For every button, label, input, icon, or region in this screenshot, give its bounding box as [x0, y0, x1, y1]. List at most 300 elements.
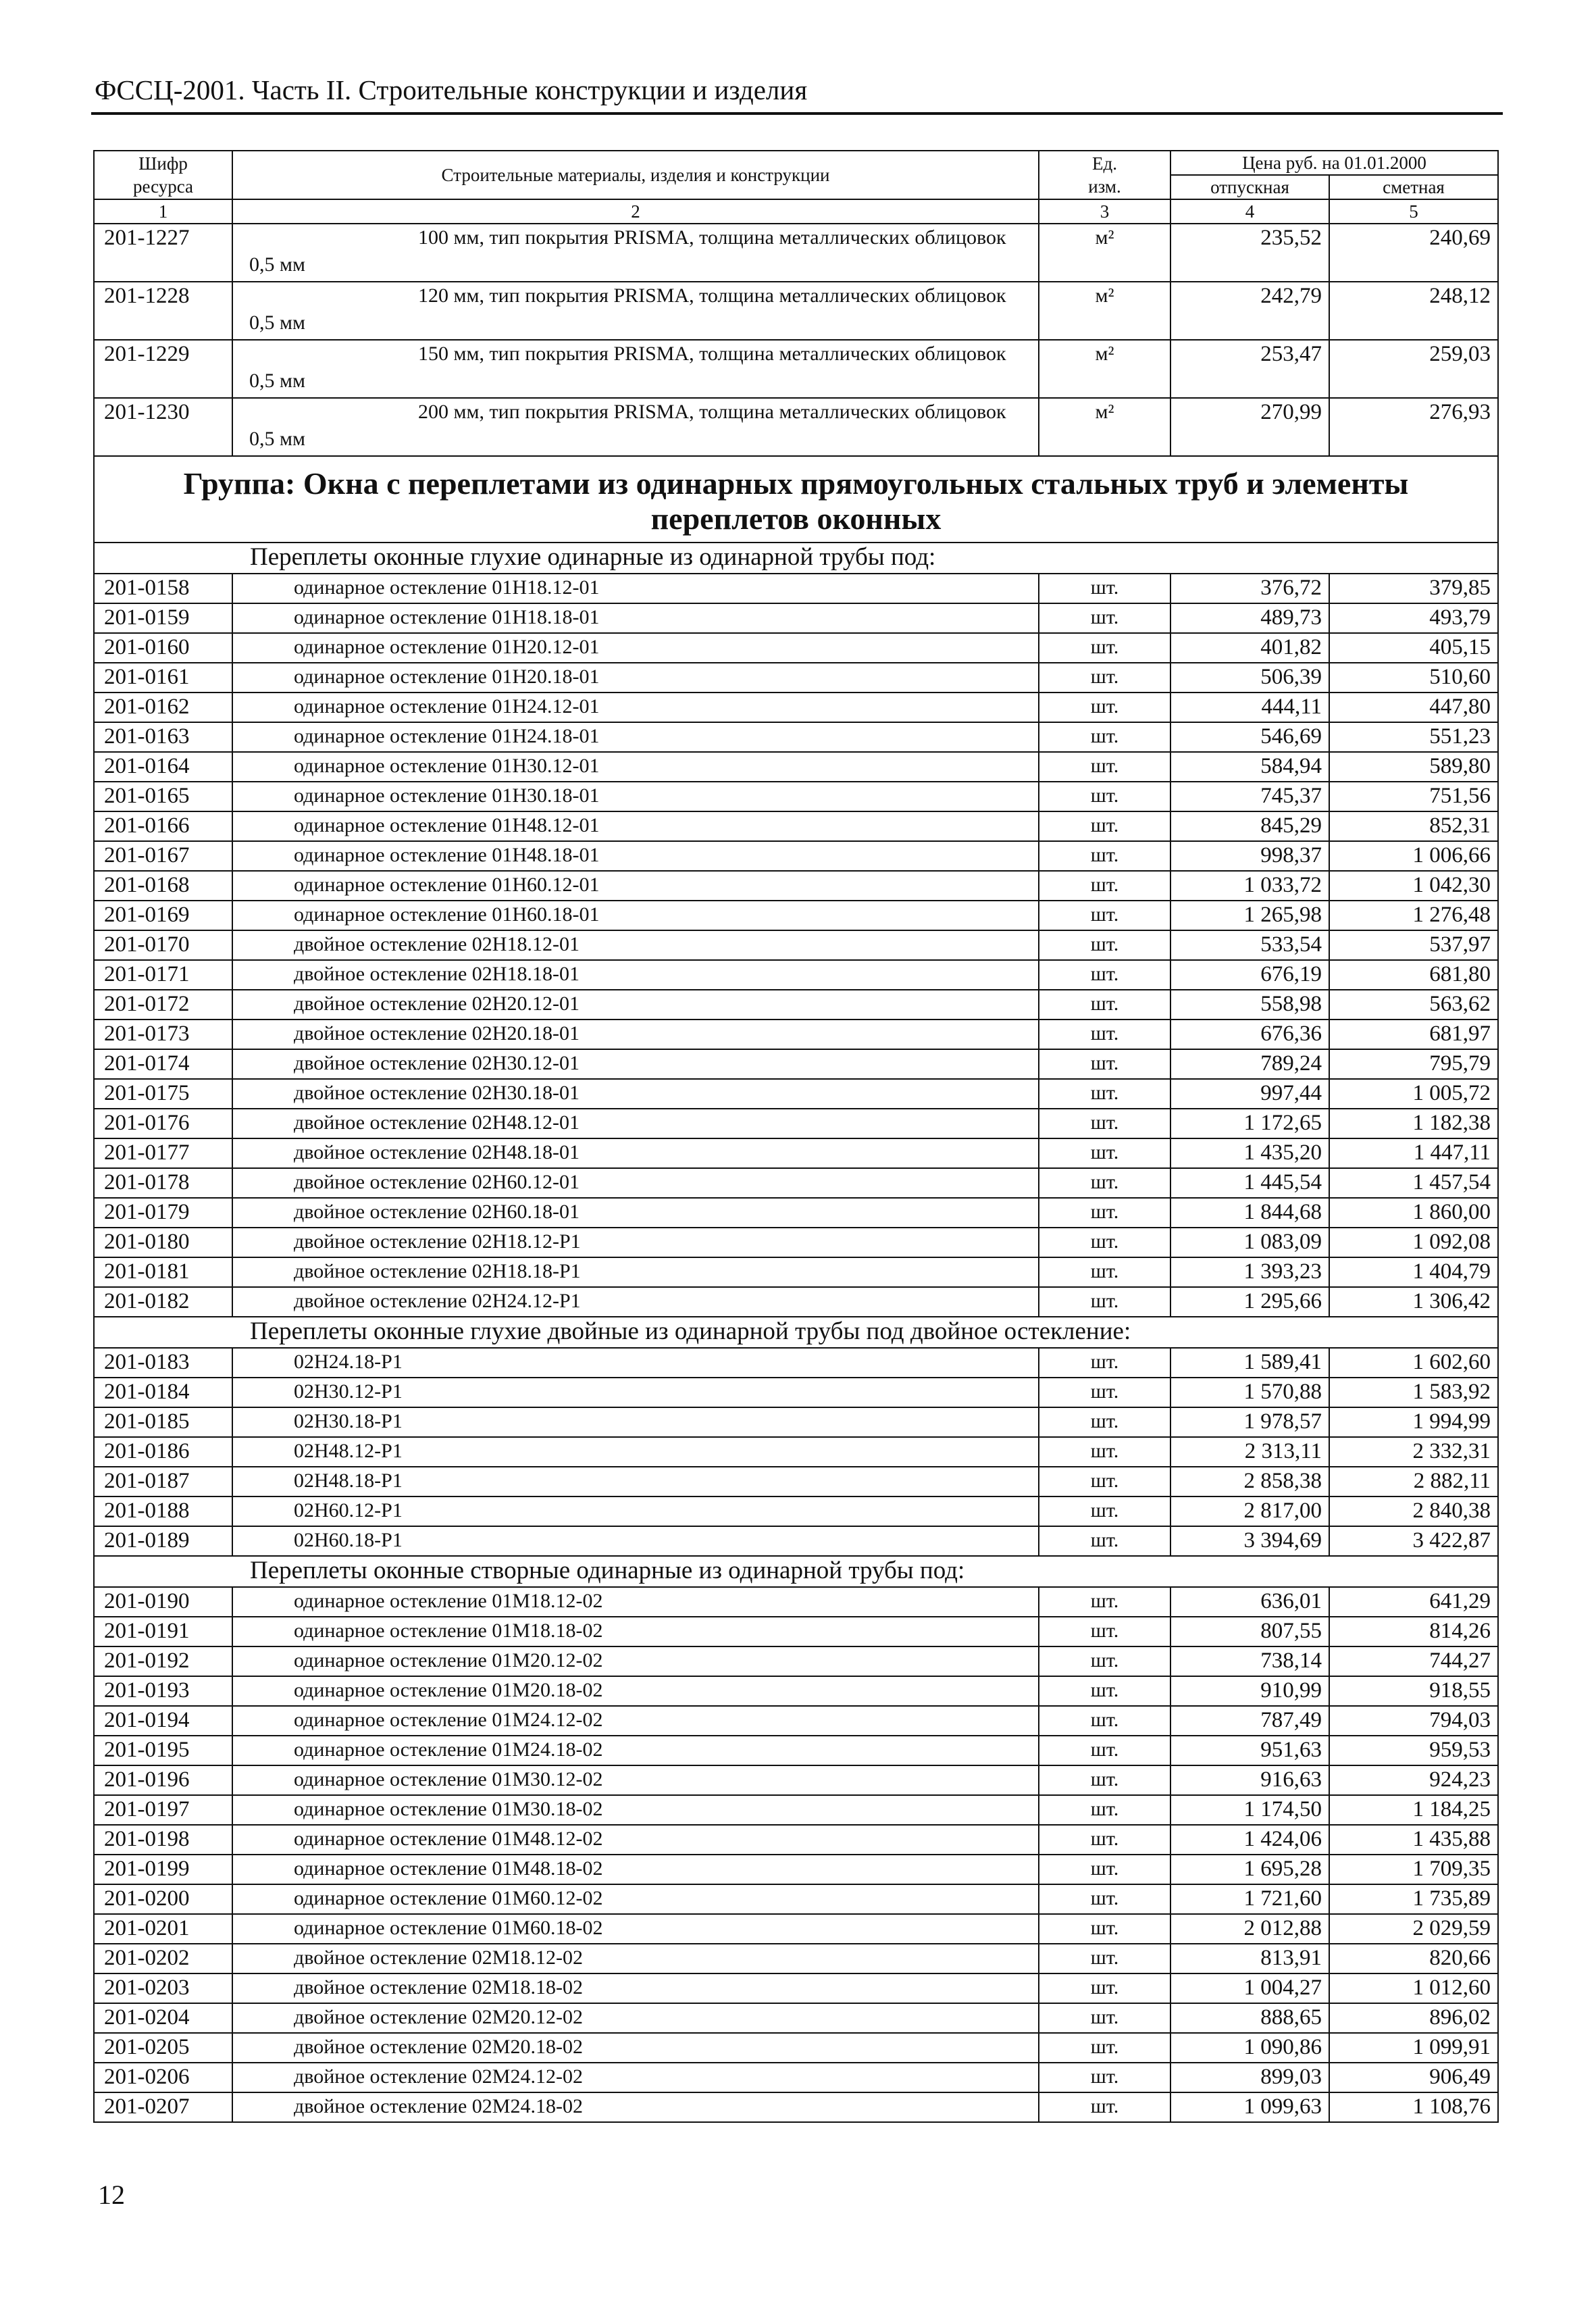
table-row	[94, 2033, 1498, 2063]
resource-code: 201-0179	[94, 1198, 232, 1228]
table-row	[94, 340, 1498, 398]
estimate-price: 405,15	[1329, 633, 1498, 663]
estimate-price: 447,80	[1329, 693, 1498, 722]
header-price-estimate: сметная	[1329, 175, 1498, 199]
release-price: 1 083,09	[1170, 1228, 1329, 1257]
header-code	[94, 151, 232, 199]
release-price: 1 090,86	[1170, 2033, 1329, 2063]
estimate-price: 1 184,25	[1329, 1795, 1498, 1825]
table-row	[94, 1049, 1498, 1079]
release-price: 235,52	[1170, 224, 1329, 282]
estimate-price: 1 108,76	[1329, 2092, 1498, 2122]
item-description: двойное остекление 02Н18.12-Р1	[232, 1228, 1039, 1257]
table-row	[94, 930, 1498, 960]
resource-code: 201-0187	[94, 1467, 232, 1496]
table-row	[94, 1617, 1498, 1646]
header-code-line2: ресурса	[132, 176, 194, 197]
estimate-price: 1 602,60	[1329, 1348, 1498, 1378]
column-number: 2	[232, 199, 1039, 224]
item-description: одинарное остекление 01М30.18-02	[232, 1795, 1039, 1825]
item-description: 02Н48.18-Р1	[232, 1467, 1039, 1496]
column-number: 3	[1039, 199, 1170, 224]
unit-of-measure: шт.	[1039, 1944, 1170, 1973]
unit-of-measure: шт.	[1039, 574, 1170, 603]
release-price: 401,82	[1170, 633, 1329, 663]
release-price: 1 570,88	[1170, 1378, 1329, 1407]
unit-of-measure: шт.	[1039, 722, 1170, 752]
release-price: 745,37	[1170, 782, 1329, 811]
item-description: 02Н48.12-Р1	[232, 1437, 1039, 1467]
table-row	[94, 1138, 1498, 1168]
resource-code: 201-0172	[94, 990, 232, 1020]
table-row	[94, 574, 1498, 603]
release-price: 1 589,41	[1170, 1348, 1329, 1378]
subgroup-heading-row	[94, 1556, 1498, 1587]
item-description: одинарное остекление 01М24.18-02	[232, 1736, 1039, 1765]
release-price: 1 295,66	[1170, 1287, 1329, 1317]
unit-of-measure: шт.	[1039, 2033, 1170, 2063]
price-table	[93, 150, 1499, 2123]
resource-code: 201-0192	[94, 1646, 232, 1676]
table-row	[94, 722, 1498, 752]
table-row	[94, 1765, 1498, 1795]
release-price: 1 424,06	[1170, 1825, 1329, 1855]
item-description	[232, 398, 1039, 456]
table-row	[94, 1348, 1498, 1378]
release-price: 813,91	[1170, 1944, 1329, 1973]
release-price: 1 174,50	[1170, 1795, 1329, 1825]
estimate-price: 744,27	[1329, 1646, 1498, 1676]
unit-of-measure: шт.	[1039, 1198, 1170, 1228]
item-description: двойное остекление 02Н20.12-01	[232, 990, 1039, 1020]
table-row	[94, 1287, 1498, 1317]
unit-of-measure: шт.	[1039, 1973, 1170, 2003]
unit-of-measure: шт.	[1039, 1765, 1170, 1795]
release-price: 997,44	[1170, 1079, 1329, 1109]
estimate-price: 924,23	[1329, 1765, 1498, 1795]
header-unit-line2: изм.	[1088, 176, 1121, 197]
item-description: двойное остекление 02Н48.12-01	[232, 1109, 1039, 1138]
resource-code: 201-0204	[94, 2003, 232, 2033]
table-row	[94, 633, 1498, 663]
estimate-price: 795,79	[1329, 1049, 1498, 1079]
unit-of-measure: м²	[1039, 340, 1170, 398]
estimate-price: 259,03	[1329, 340, 1498, 398]
subgroup-heading-row	[94, 543, 1498, 574]
resource-code: 201-0161	[94, 663, 232, 693]
release-price: 2 858,38	[1170, 1467, 1329, 1496]
release-price: 789,24	[1170, 1049, 1329, 1079]
item-description: 02Н60.18-Р1	[232, 1526, 1039, 1556]
table-row	[94, 663, 1498, 693]
estimate-price: 1 435,88	[1329, 1825, 1498, 1855]
resource-code: 201-0178	[94, 1168, 232, 1198]
unit-of-measure: шт.	[1039, 990, 1170, 1020]
item-description: двойное остекление 02Н18.18-Р1	[232, 1257, 1039, 1287]
table-row	[94, 1228, 1498, 1257]
resource-code: 201-0193	[94, 1676, 232, 1706]
resource-code: 201-0170	[94, 930, 232, 960]
estimate-price: 2 882,11	[1329, 1467, 1498, 1496]
release-price: 1 004,27	[1170, 1973, 1329, 2003]
item-description: 02Н30.12-Р1	[232, 1378, 1039, 1407]
unit-of-measure: шт.	[1039, 1496, 1170, 1526]
unit-of-measure: шт.	[1039, 2063, 1170, 2092]
resource-code: 201-0160	[94, 633, 232, 663]
release-price: 1 695,28	[1170, 1855, 1329, 1884]
unit-of-measure: шт.	[1039, 2003, 1170, 2033]
release-price: 676,19	[1170, 960, 1329, 990]
unit-of-measure: шт.	[1039, 1287, 1170, 1317]
resource-code: 201-0206	[94, 2063, 232, 2092]
unit-of-measure: шт.	[1039, 811, 1170, 841]
resource-code: 201-0163	[94, 722, 232, 752]
estimate-price: 2 840,38	[1329, 1496, 1498, 1526]
release-price: 376,72	[1170, 574, 1329, 603]
table-row	[94, 782, 1498, 811]
estimate-price: 510,60	[1329, 663, 1498, 693]
unit-of-measure: шт.	[1039, 1348, 1170, 1378]
item-description: двойное остекление 02Н18.18-01	[232, 960, 1039, 990]
resource-code: 201-0182	[94, 1287, 232, 1317]
release-price: 951,63	[1170, 1736, 1329, 1765]
resource-code: 201-0186	[94, 1437, 232, 1467]
header-unit	[1039, 151, 1170, 199]
estimate-price: 563,62	[1329, 990, 1498, 1020]
table-row	[94, 1736, 1498, 1765]
item-description-line2: 0,5 мм	[249, 253, 305, 276]
item-description-line2: 0,5 мм	[249, 370, 305, 392]
item-description: одинарное остекление 01М48.12-02	[232, 1825, 1039, 1855]
table-row	[94, 1676, 1498, 1706]
unit-of-measure: шт.	[1039, 603, 1170, 633]
resource-code: 201-0164	[94, 752, 232, 782]
resource-code: 201-0181	[94, 1257, 232, 1287]
item-description: двойное остекление 02Н60.12-01	[232, 1168, 1039, 1198]
release-price: 546,69	[1170, 722, 1329, 752]
release-price: 2 012,88	[1170, 1914, 1329, 1944]
item-description: двойное остекление 02М24.12-02	[232, 2063, 1039, 2092]
table-row	[94, 282, 1498, 340]
item-description: одинарное остекление 01Н48.18-01	[232, 841, 1039, 871]
item-description: двойное остекление 02Н30.12-01	[232, 1049, 1039, 1079]
estimate-price: 1 709,35	[1329, 1855, 1498, 1884]
estimate-price: 820,66	[1329, 1944, 1498, 1973]
unit-of-measure: шт.	[1039, 1407, 1170, 1437]
table-row	[94, 1825, 1498, 1855]
item-description: двойное остекление 02Н24.12-Р1	[232, 1287, 1039, 1317]
release-price: 1 435,20	[1170, 1138, 1329, 1168]
release-price: 270,99	[1170, 398, 1329, 456]
estimate-price: 240,69	[1329, 224, 1498, 282]
unit-of-measure: шт.	[1039, 1079, 1170, 1109]
item-description: одинарное остекление 01М18.12-02	[232, 1587, 1039, 1617]
estimate-price: 1 583,92	[1329, 1378, 1498, 1407]
release-price: 489,73	[1170, 603, 1329, 633]
resource-code: 201-0159	[94, 603, 232, 633]
subgroup-heading: Переплеты оконные глухие двойные из одинарной трубы под двойное остекление:	[94, 1317, 1498, 1348]
item-description: 02Н24.18-Р1	[232, 1348, 1039, 1378]
estimate-price: 493,79	[1329, 603, 1498, 633]
unit-of-measure: шт.	[1039, 1526, 1170, 1556]
estimate-price: 918,55	[1329, 1676, 1498, 1706]
estimate-price: 1 099,91	[1329, 2033, 1498, 2063]
resource-code: 201-0176	[94, 1109, 232, 1138]
resource-code: 201-0166	[94, 811, 232, 841]
estimate-price: 1 860,00	[1329, 1198, 1498, 1228]
item-description: одинарное остекление 01Н60.12-01	[232, 871, 1039, 901]
table-row	[94, 1646, 1498, 1676]
table-row	[94, 1795, 1498, 1825]
resource-code: 201-1227	[94, 224, 232, 282]
table-row	[94, 224, 1498, 282]
resource-code: 201-0184	[94, 1378, 232, 1407]
item-description: одинарное остекление 01М20.18-02	[232, 1676, 1039, 1706]
resource-code: 201-0205	[94, 2033, 232, 2063]
item-description: одинарное остекление 01Н20.18-01	[232, 663, 1039, 693]
subgroup-heading: Переплеты оконные створные одинарные из одинарной трубы под:	[94, 1556, 1498, 1587]
item-description: двойное остекление 02М20.12-02	[232, 2003, 1039, 2033]
unit-of-measure: шт.	[1039, 1914, 1170, 1944]
table-row	[94, 1496, 1498, 1526]
estimate-price: 1 306,42	[1329, 1287, 1498, 1317]
item-description	[232, 224, 1039, 282]
release-price: 506,39	[1170, 663, 1329, 693]
estimate-price: 896,02	[1329, 2003, 1498, 2033]
release-price: 3 394,69	[1170, 1526, 1329, 1556]
resource-code: 201-0173	[94, 1020, 232, 1049]
unit-of-measure: шт.	[1039, 1138, 1170, 1168]
resource-code: 201-0174	[94, 1049, 232, 1079]
resource-code: 201-0167	[94, 841, 232, 871]
release-price: 1 721,60	[1170, 1884, 1329, 1914]
estimate-price: 906,49	[1329, 2063, 1498, 2092]
item-description: одинарное остекление 01Н24.18-01	[232, 722, 1039, 752]
item-description: одинарное остекление 01Н30.12-01	[232, 752, 1039, 782]
estimate-price: 2 029,59	[1329, 1914, 1498, 1944]
unit-of-measure: шт.	[1039, 693, 1170, 722]
unit-of-measure: шт.	[1039, 633, 1170, 663]
table-row	[94, 960, 1498, 990]
item-description: одинарное остекление 01М20.12-02	[232, 1646, 1039, 1676]
release-price: 558,98	[1170, 990, 1329, 1020]
item-description-line1: 120 мм, тип покрытия PRISMA, толщина металлических облицовок	[418, 284, 1006, 307]
item-description: двойное остекление 02М18.18-02	[232, 1973, 1039, 2003]
estimate-price: 537,97	[1329, 930, 1498, 960]
table-row	[94, 1109, 1498, 1138]
release-price: 1 978,57	[1170, 1407, 1329, 1437]
item-description: одинарное остекление 01М60.18-02	[232, 1914, 1039, 1944]
release-price: 916,63	[1170, 1765, 1329, 1795]
unit-of-measure: шт.	[1039, 1437, 1170, 1467]
resource-code: 201-0171	[94, 960, 232, 990]
resource-code: 201-0162	[94, 693, 232, 722]
resource-code: 201-0199	[94, 1855, 232, 1884]
estimate-price: 852,31	[1329, 811, 1498, 841]
header-unit-line1: Ед.	[1092, 153, 1117, 174]
estimate-price: 1 092,08	[1329, 1228, 1498, 1257]
table-row	[94, 841, 1498, 871]
estimate-price: 551,23	[1329, 722, 1498, 752]
unit-of-measure: шт.	[1039, 1795, 1170, 1825]
resource-code: 201-0158	[94, 574, 232, 603]
release-price: 1 172,65	[1170, 1109, 1329, 1138]
resource-code: 201-0207	[94, 2092, 232, 2122]
table-row	[94, 1257, 1498, 1287]
estimate-price: 1 182,38	[1329, 1109, 1498, 1138]
table-row	[94, 1855, 1498, 1884]
item-description: одинарное остекление 01М60.12-02	[232, 1884, 1039, 1914]
table-row	[94, 1407, 1498, 1437]
table-row	[94, 1884, 1498, 1914]
item-description: одинарное остекление 01Н20.12-01	[232, 633, 1039, 663]
table-row	[94, 1168, 1498, 1198]
estimate-price: 814,26	[1329, 1617, 1498, 1646]
unit-of-measure: шт.	[1039, 1378, 1170, 1407]
table-row	[94, 693, 1498, 722]
header-name: Строительные материалы, изделия и конструкции	[232, 151, 1039, 199]
estimate-price: 1 012,60	[1329, 1973, 1498, 2003]
release-price: 584,94	[1170, 752, 1329, 782]
item-description: 02Н60.12-Р1	[232, 1496, 1039, 1526]
resource-code: 201-0180	[94, 1228, 232, 1257]
release-price: 1 265,98	[1170, 901, 1329, 930]
unit-of-measure: шт.	[1039, 930, 1170, 960]
item-description: одинарное остекление 01М18.18-02	[232, 1617, 1039, 1646]
estimate-price: 2 332,31	[1329, 1437, 1498, 1467]
release-price: 845,29	[1170, 811, 1329, 841]
estimate-price: 681,80	[1329, 960, 1498, 990]
resource-code: 201-0189	[94, 1526, 232, 1556]
resource-code: 201-0190	[94, 1587, 232, 1617]
unit-of-measure: шт.	[1039, 1855, 1170, 1884]
unit-of-measure: шт.	[1039, 841, 1170, 871]
unit-of-measure: шт.	[1039, 1706, 1170, 1736]
column-number: 1	[94, 199, 232, 224]
resource-code: 201-1229	[94, 340, 232, 398]
item-description: одинарное остекление 01Н60.18-01	[232, 901, 1039, 930]
estimate-price: 1 042,30	[1329, 871, 1498, 901]
release-price: 636,01	[1170, 1587, 1329, 1617]
release-price: 533,54	[1170, 930, 1329, 960]
item-description	[232, 282, 1039, 340]
item-description: одинарное остекление 01Н18.12-01	[232, 574, 1039, 603]
unit-of-measure: шт.	[1039, 1467, 1170, 1496]
table-row	[94, 752, 1498, 782]
table-row	[94, 1437, 1498, 1467]
table-row	[94, 1467, 1498, 1496]
unit-of-measure: шт.	[1039, 1587, 1170, 1617]
unit-of-measure: шт.	[1039, 782, 1170, 811]
item-description: двойное остекление 02Н30.18-01	[232, 1079, 1039, 1109]
estimate-price: 794,03	[1329, 1706, 1498, 1736]
release-price: 676,36	[1170, 1020, 1329, 1049]
item-description-line1: 150 мм, тип покрытия PRISMA, толщина металлических облицовок	[418, 343, 1006, 365]
item-description: двойное остекление 02М18.12-02	[232, 1944, 1039, 1973]
release-price: 738,14	[1170, 1646, 1329, 1676]
item-description: двойное остекление 02Н18.12-01	[232, 930, 1039, 960]
estimate-price: 1 735,89	[1329, 1884, 1498, 1914]
resource-code: 201-0191	[94, 1617, 232, 1646]
unit-of-measure: шт.	[1039, 1168, 1170, 1198]
header-price-release: отпускная	[1170, 175, 1329, 199]
unit-of-measure: м²	[1039, 224, 1170, 282]
resource-code: 201-0201	[94, 1914, 232, 1944]
unit-of-measure: шт.	[1039, 663, 1170, 693]
resource-code: 201-0202	[94, 1944, 232, 1973]
release-price: 444,11	[1170, 693, 1329, 722]
item-description: одинарное остекление 01Н30.18-01	[232, 782, 1039, 811]
resource-code: 201-0198	[94, 1825, 232, 1855]
item-description-line1: 100 мм, тип покрытия PRISMA, толщина металлических облицовок	[418, 226, 1006, 249]
release-price: 1 099,63	[1170, 2092, 1329, 2122]
table-row	[94, 1198, 1498, 1228]
resource-code: 201-0200	[94, 1884, 232, 1914]
estimate-price: 379,85	[1329, 574, 1498, 603]
release-price: 899,03	[1170, 2063, 1329, 2092]
estimate-price: 959,53	[1329, 1736, 1498, 1765]
estimate-price: 589,80	[1329, 752, 1498, 782]
unit-of-measure: шт.	[1039, 1736, 1170, 1765]
unit-of-measure: шт.	[1039, 901, 1170, 930]
estimate-price: 1 005,72	[1329, 1079, 1498, 1109]
unit-of-measure: шт.	[1039, 1257, 1170, 1287]
subgroup-heading: Переплеты оконные глухие одинарные из одинарной трубы под:	[94, 543, 1498, 574]
estimate-price: 1 276,48	[1329, 901, 1498, 930]
resource-code: 201-0183	[94, 1348, 232, 1378]
unit-of-measure: шт.	[1039, 1228, 1170, 1257]
resource-code: 201-0194	[94, 1706, 232, 1736]
table-row	[94, 990, 1498, 1020]
resource-code: 201-0175	[94, 1079, 232, 1109]
unit-of-measure: шт.	[1039, 871, 1170, 901]
table-row	[94, 1587, 1498, 1617]
item-description: одинарное остекление 01Н24.12-01	[232, 693, 1039, 722]
table-row	[94, 2092, 1498, 2122]
estimate-price: 1 404,79	[1329, 1257, 1498, 1287]
estimate-price: 248,12	[1329, 282, 1498, 340]
release-price: 1 033,72	[1170, 871, 1329, 901]
table-row	[94, 1526, 1498, 1556]
resource-code: 201-0203	[94, 1973, 232, 2003]
estimate-price: 751,56	[1329, 782, 1498, 811]
item-description: 02Н30.18-Р1	[232, 1407, 1039, 1437]
item-description: двойное остекление 02М20.18-02	[232, 2033, 1039, 2063]
table-row	[94, 1706, 1498, 1736]
unit-of-measure: шт.	[1039, 1676, 1170, 1706]
release-price: 807,55	[1170, 1617, 1329, 1646]
unit-of-measure: шт.	[1039, 1884, 1170, 1914]
release-price: 253,47	[1170, 340, 1329, 398]
table-row	[94, 901, 1498, 930]
resource-code: 201-0168	[94, 871, 232, 901]
resource-code: 201-1230	[94, 398, 232, 456]
resource-code: 201-0169	[94, 901, 232, 930]
release-price: 1 445,54	[1170, 1168, 1329, 1198]
item-description: двойное остекление 02Н20.18-01	[232, 1020, 1039, 1049]
header-code-line1: Шифр	[138, 153, 188, 174]
resource-code: 201-0197	[94, 1795, 232, 1825]
release-price: 2 313,11	[1170, 1437, 1329, 1467]
unit-of-measure: шт.	[1039, 1109, 1170, 1138]
table-row	[94, 1973, 1498, 2003]
table-row	[94, 1914, 1498, 1944]
estimate-price: 276,93	[1329, 398, 1498, 456]
item-description: двойное остекление 02Н60.18-01	[232, 1198, 1039, 1228]
column-number: 5	[1329, 199, 1498, 224]
release-price: 1 844,68	[1170, 1198, 1329, 1228]
page-header-title: ФССЦ-2001. Часть II. Строительные конструкции и изделия	[95, 74, 808, 105]
